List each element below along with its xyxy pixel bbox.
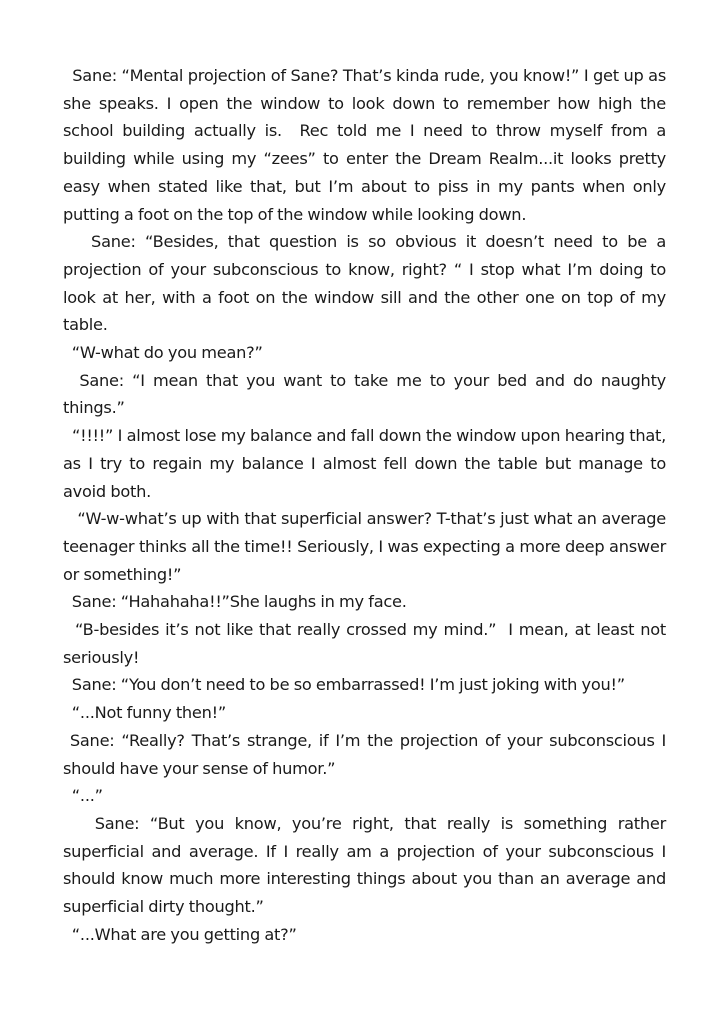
paragraph-7: Sane: “Hahahaha!!”She laughs in my face. <box>63 592 407 612</box>
paragraph-13: Sane: “But you know, you’re right, that really is something rather superficial and average. If I really am a projection of your subconscious I should know much more interesting things about you than an average and superficial dirty thought.” <box>63 813 671 917</box>
paragraph-5: “!!!!” I almost lose my balance and fall down the window upon hearing that, as I try to regain my balance I almost fell down the table but manage to avoid both. <box>63 426 671 501</box>
paragraph-1: Sane: “Mental projection of Sane? That’s kinda rude, you know!” I get up as she speaks. I open the window to look down to remember how high the school building actually is. Rec told me I need to throw myself from a building while using my “zees” to enter the Dream Realm...it looks pretty easy when stated like that, but I’m about to piss in my pants when only putting a foot on the top of the window while looking down. <box>63 66 671 224</box>
story-text <box>63 62 671 949</box>
paragraph-8: “B-besides it’s not like that really crossed my mind.” I mean, at least not seriously! <box>63 620 671 667</box>
paragraph-14: “...What are you getting at?” <box>63 924 297 944</box>
paragraph-4: Sane: “I mean that you want to take me to your bed and do naughty things.” <box>63 370 671 418</box>
paragraph-11: Sane: “Really? That’s strange, if I’m the projection of your subconscious I should have your sense of humor.” <box>63 730 671 778</box>
paragraph-9: Sane: “You don’t need to be so embarrassed! I’m just joking with you!” <box>63 675 625 695</box>
paragraph-3: “W-what do you mean?” <box>63 343 263 363</box>
paragraph-6: “W-w-what’s up with that superficial answer? T-that’s just what an average teenager thinks all the time!! Seriously, I was expecting a more deep answer or something!” <box>63 509 671 584</box>
paragraph-2: Sane: “Besides, that question is so obvious it doesn’t need to be a projection of your subconscious to know, right? “ I stop what I’m doing to look at her, with a foot on the window sill and the other one on top of my table. <box>63 232 671 335</box>
paragraph-12: “...” <box>63 786 103 806</box>
paragraph-10: “...Not funny then!” <box>63 703 227 723</box>
